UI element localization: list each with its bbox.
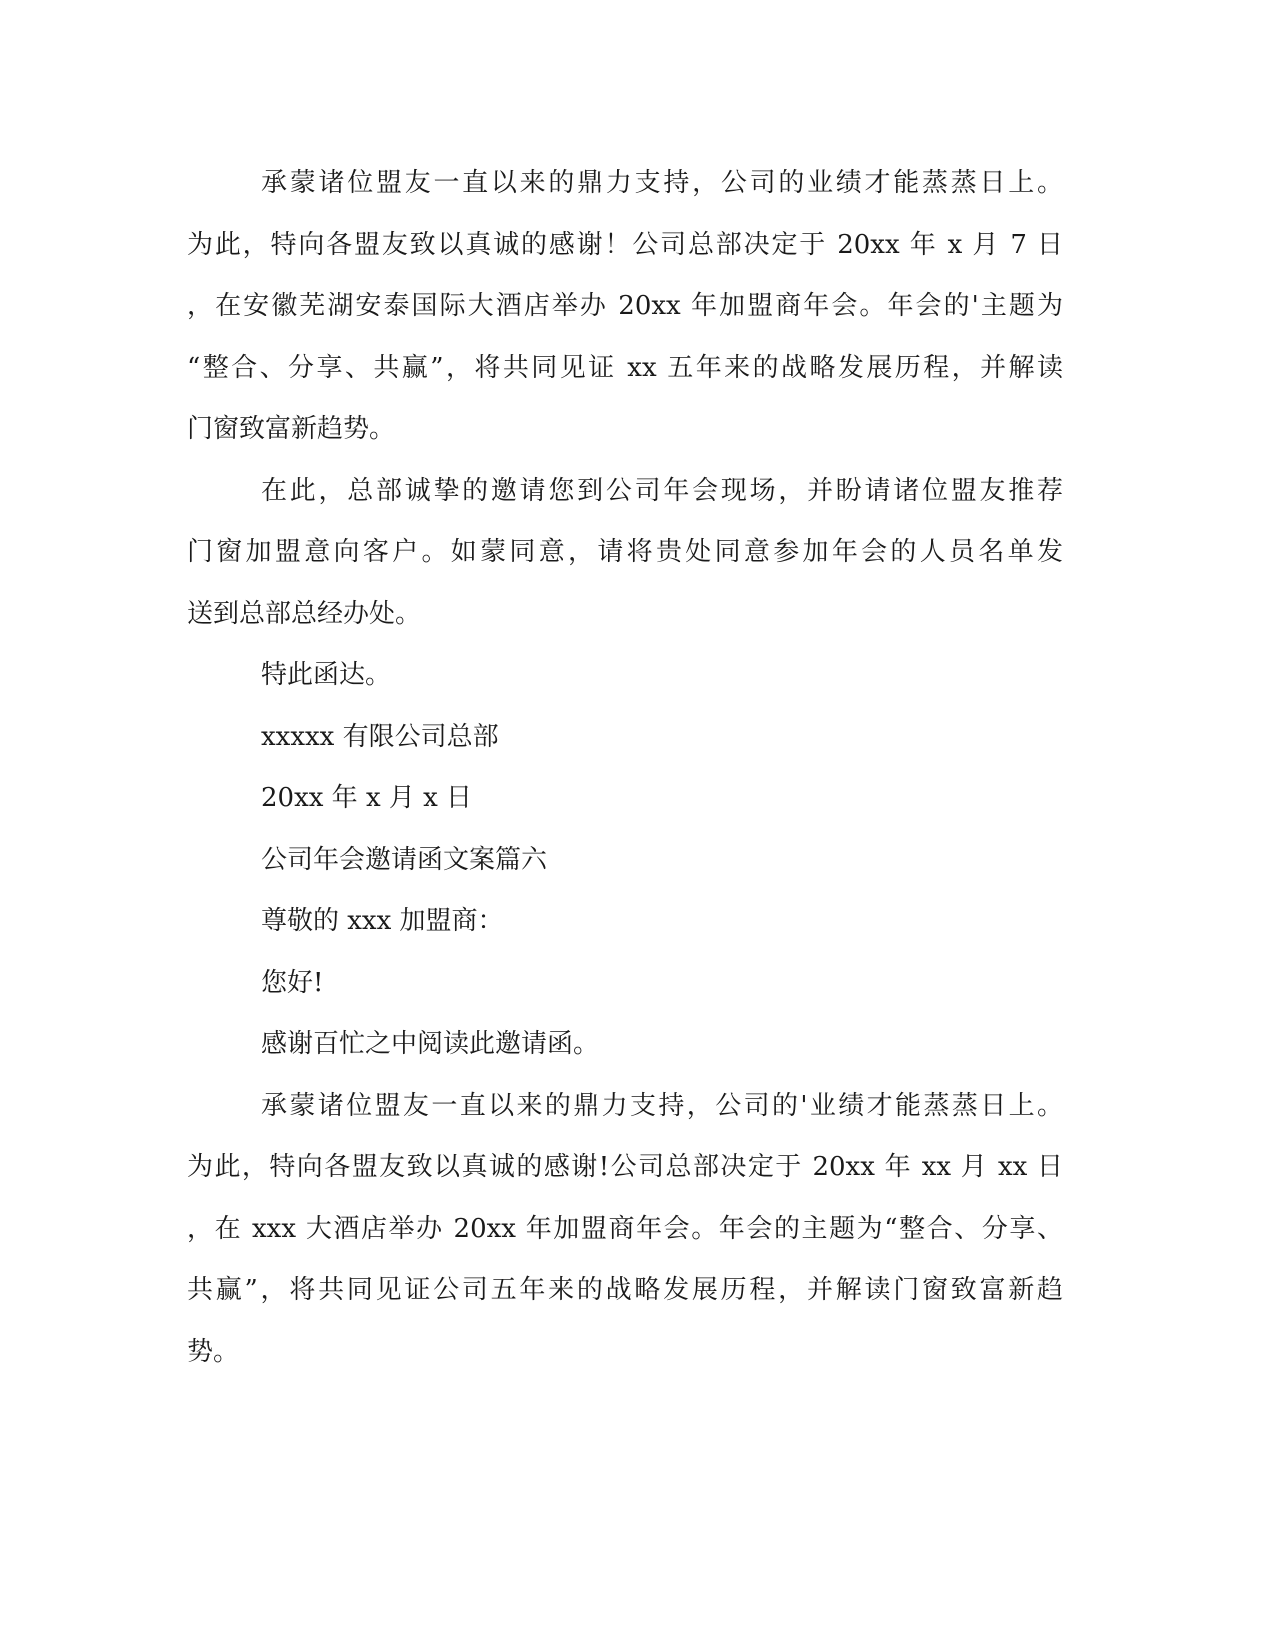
- paragraph-line: 承蒙诸位盟友一直以来的鼎力支持，公司的业绩才能蒸蒸日上。: [261, 168, 1063, 198]
- paragraph-2: [187, 461, 1063, 646]
- section-title: 公司年会邀请函文案篇六: [261, 844, 548, 875]
- paragraph-line: 势。: [187, 1336, 240, 1367]
- paragraph-line: 门窗致富新趋势。: [187, 414, 396, 444]
- paragraph-line: 为此，特向各盟友致以真诚的感谢！公司总部决定于 20xx 年 x 月 7 日: [187, 229, 1063, 260]
- paragraph-line: ，在安徽芜湖安泰国际大酒店举办 20xx 年加盟商年会。年会的'主题为: [187, 291, 1063, 321]
- paragraph-line: 送到总部总经办处。: [187, 598, 422, 629]
- paragraph-1: [187, 153, 1063, 461]
- paragraph-line: 为此，特向各盟友致以真诚的感谢!公司总部决定于 20xx 年 xx 月 xx 日: [187, 1152, 1063, 1182]
- paragraph-3: [187, 1076, 1063, 1384]
- paragraph-line: ，在 xxx 大酒店举办 20xx 年加盟商年会。年会的主题为“整合、分享、: [187, 1213, 1063, 1244]
- signature-company: xxxxx 有限公司总部: [261, 721, 499, 752]
- document-body: [187, 153, 1063, 1383]
- salutation: 尊敬的 xxx 加盟商：: [261, 906, 504, 936]
- paragraph-line: 门窗加盟意向客户。如蒙同意，请将贵处同意参加年会的人员名单发: [187, 537, 1063, 567]
- greeting: 您好!: [261, 967, 324, 998]
- paragraph-line: 承蒙诸位盟友一直以来的鼎力支持，公司的'业绩才能蒸蒸日上。: [261, 1090, 1063, 1121]
- paragraph-line: 共赢”，将共同见证公司五年来的战略发展历程，并解读门窗致富新趋: [187, 1275, 1063, 1305]
- thanks-line: 感谢百忙之中阅读此邀请函。: [261, 1029, 600, 1059]
- closing-line: 特此函达。: [261, 660, 392, 690]
- paragraph-line: “整合、分享、共赢”，将共同见证 xx 五年来的战略发展历程，并解读: [187, 352, 1063, 383]
- paragraph-line: 在此，总部诚挚的邀请您到公司年会现场，并盼请诸位盟友推荐: [261, 475, 1063, 506]
- signature-date: 20xx 年 x 月 x 日: [261, 783, 473, 813]
